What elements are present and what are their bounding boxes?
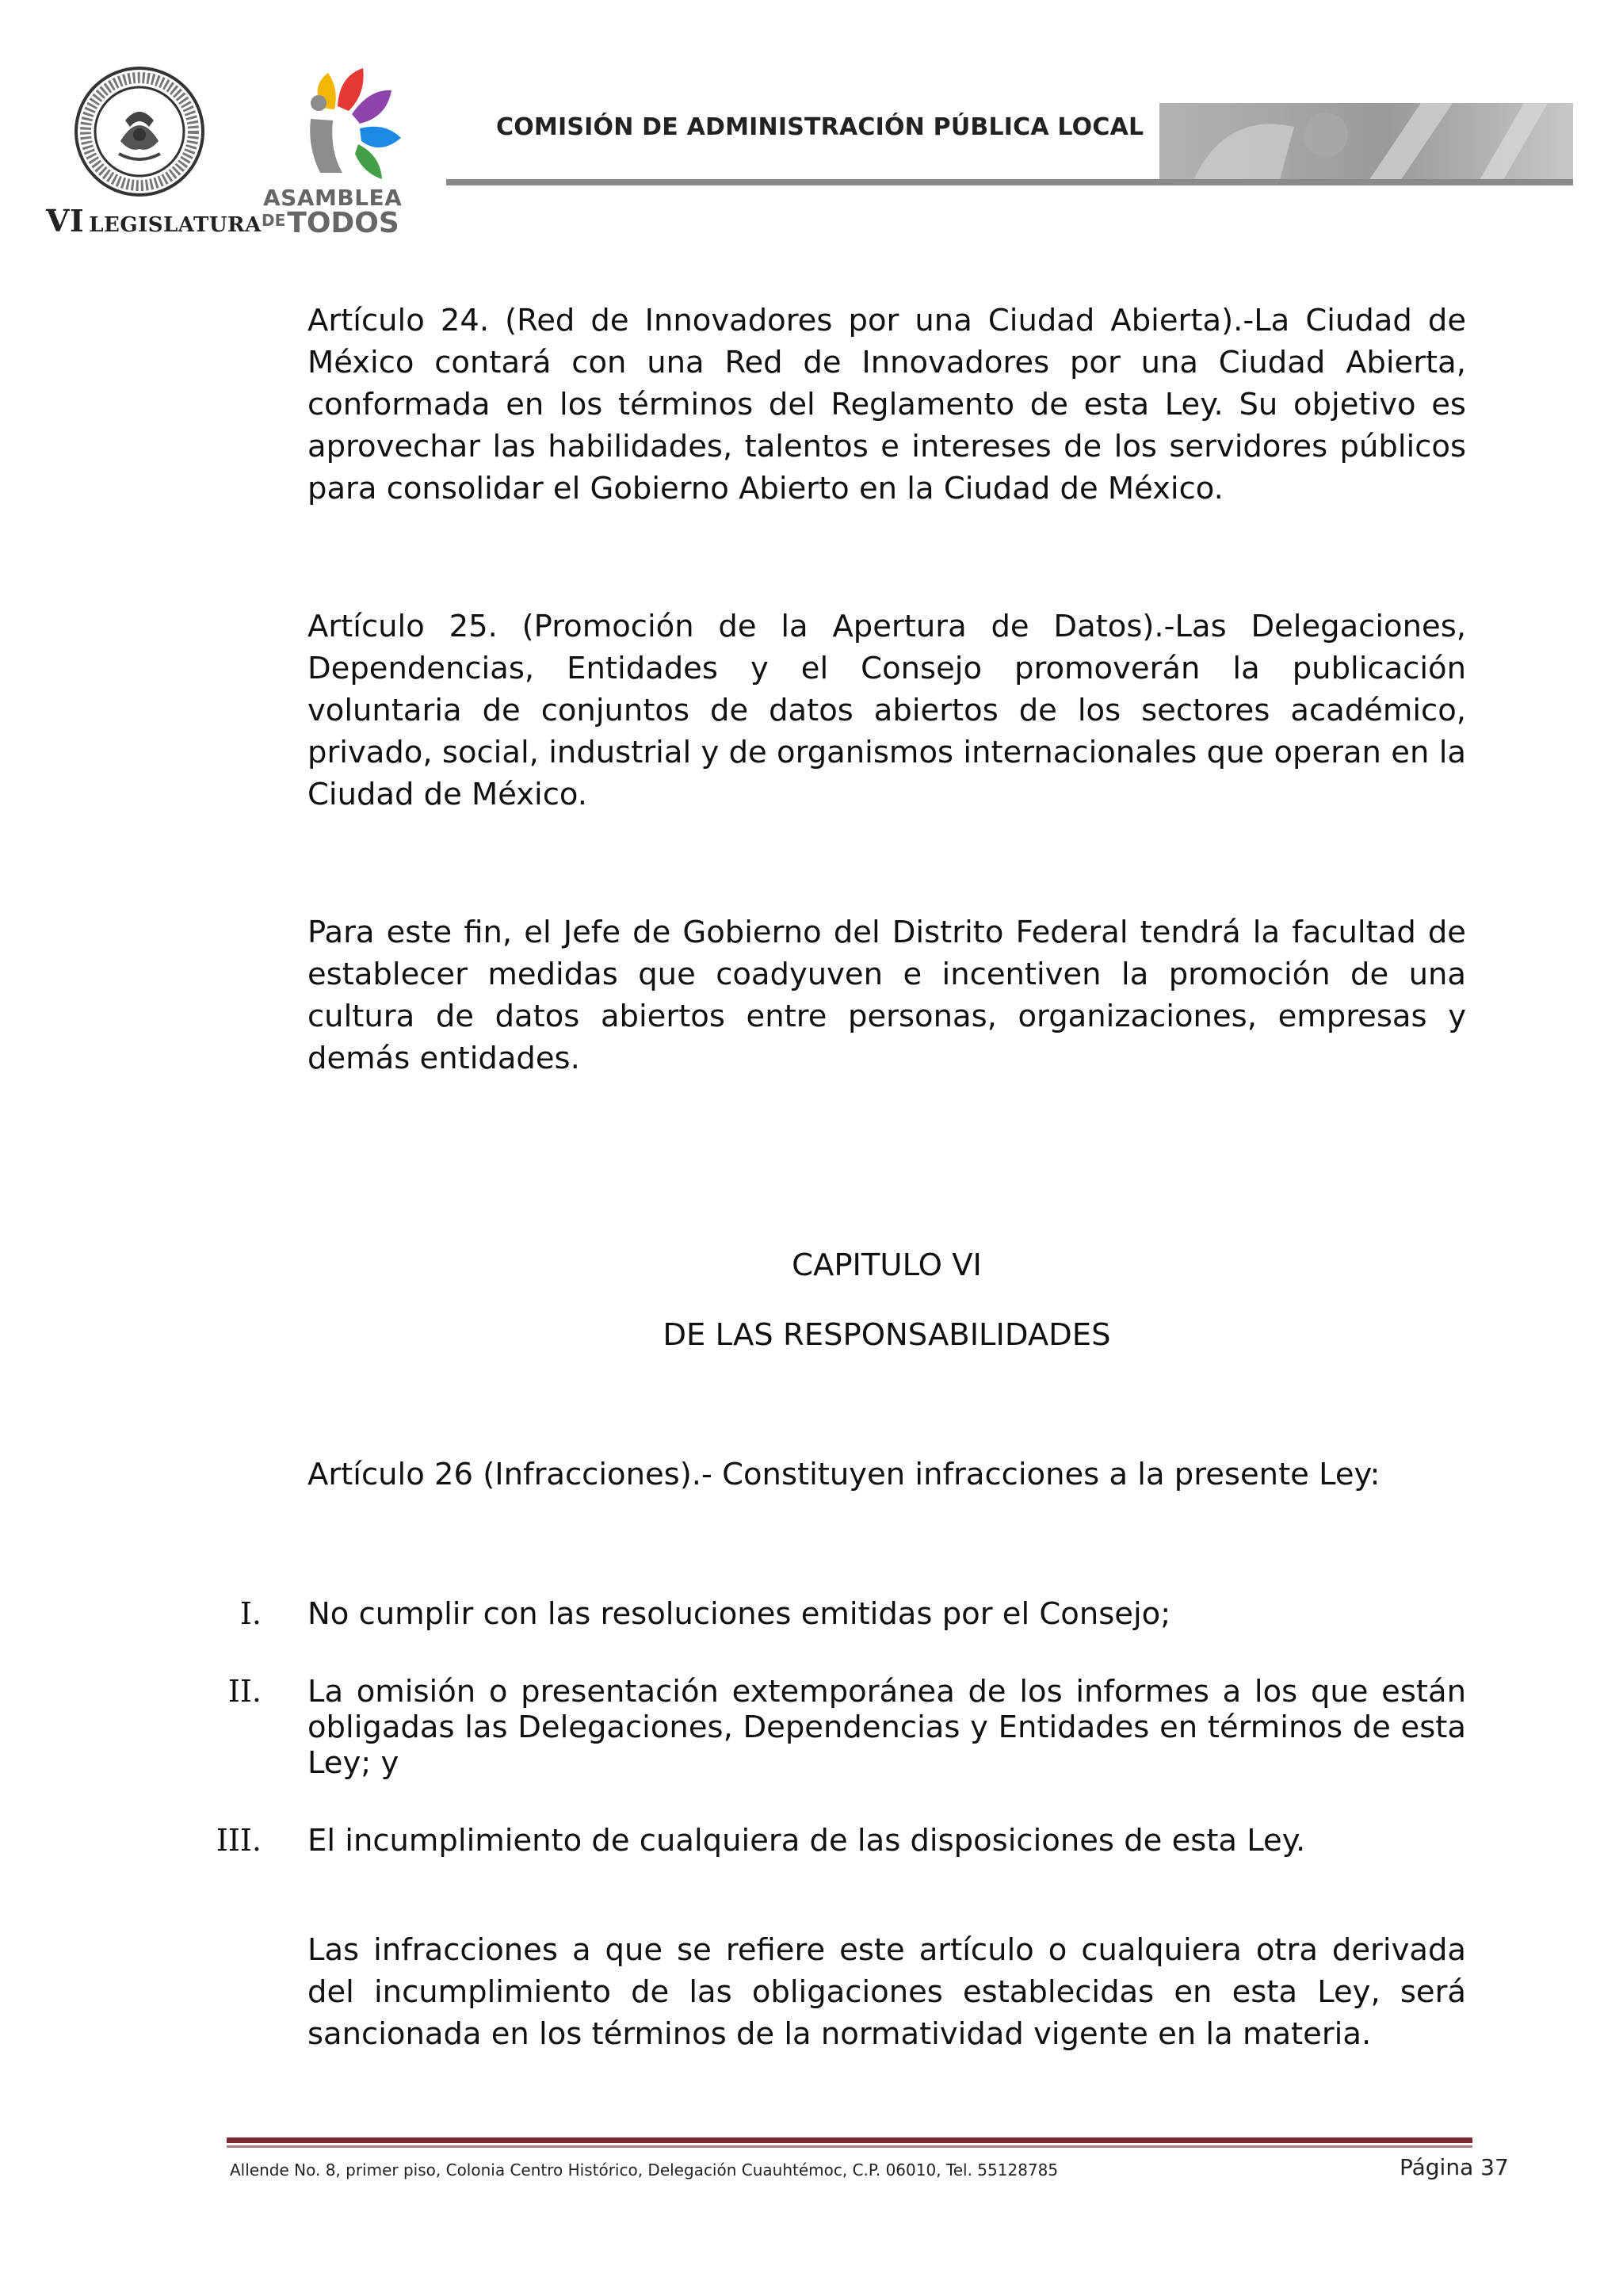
list-item-text: La omisión o presentación extemporánea de los informes a los que están obligadas las Delegaciones, Dependencias y Entidades en términos de esta Ley; y <box>307 1674 1466 1781</box>
article-25-paragraph-2 <box>307 911 1466 1079</box>
legislature-label <box>46 203 262 239</box>
legislative-seal-logo <box>73 65 206 198</box>
header-decorative-band <box>1159 103 1573 185</box>
footer-rule-secondary <box>227 2145 1472 2148</box>
chapter-title: DE LAS RESPONSABILIDADES <box>663 1317 1111 1353</box>
asamblea-de-todos-wordmark <box>262 187 428 238</box>
commission-title: COMISIÓN DE ADMINISTRACIÓN PÚBLICA LOCAL <box>496 113 1144 141</box>
header-rule <box>446 179 1573 185</box>
asamblea-de-todos-logo <box>287 62 406 189</box>
header-band-pattern <box>1159 103 1573 185</box>
closing-paragraph <box>307 1929 1466 2055</box>
list-item-number: I. <box>239 1596 262 1631</box>
chapter-number: CAPITULO VI <box>792 1247 982 1283</box>
article-24-text: Artículo 24. (Red de Innovadores por una Ciudad Abierta).-La Ciudad de México contará con una Red de Innovadores por una Ciudad Abierta, conformada en los términos del Reglamento de esta Ley. Su objetivo es aprovechar las habilidades, talentos e intereses de los servidores públicos para consolidar el Gobierno Abierto en la Ciudad de México. <box>307 303 1466 506</box>
article-24 <box>307 300 1466 510</box>
footer-rule <box>227 2137 1472 2143</box>
list-item-text: No cumplir con las resoluciones emitidas por el Consejo; <box>307 1596 1171 1632</box>
logo-line2-prefix: DE <box>262 211 286 230</box>
article-26-text: Artículo 26 (Infracciones).- Constituyen infracciones a la presente Ley: <box>307 1457 1381 1492</box>
article-25-text: Artículo 25. (Promoción de la Apertura de Datos).-Las Delegaciones, Dependencias, Entidades y el Consejo promoverán la publicación voluntaria de conjuntos de datos abiertos de los sectores académico, privado, social, industrial y de organismos internacionales que operan en la Ciudad de México. <box>307 609 1466 812</box>
footer-address: Allende No. 8, primer piso, Colonia Centro Histórico, Delegación Cuauhtémoc, C.P. 06010, Tel. 55128785 <box>230 2160 1059 2179</box>
legislature-numeral: VI <box>46 203 85 239</box>
logo-line2-main: TODOS <box>287 207 399 239</box>
article-25-paragraph-2-text: Para este fin, el Jefe de Gobierno del Distrito Federal tendrá la facultad de establecer medidas que coadyuven e incentiven la promoción de una cultura de datos abiertos entre personas, organizaciones, empresas y demás entidades. <box>307 915 1466 1076</box>
list-item-text: El incumplimiento de cualquiera de las disposiciones de esta Ley. <box>307 1823 1306 1859</box>
article-25 <box>307 606 1466 816</box>
article-26 <box>307 1454 1466 1496</box>
list-item-number: III. <box>216 1823 262 1858</box>
logo-line1: ASAMBLEA <box>263 185 403 211</box>
page-number: Página 37 <box>1400 2154 1509 2180</box>
legislature-word: LEGISLATURA <box>89 213 262 237</box>
list-item-number: II. <box>227 1674 262 1709</box>
closing-paragraph-text: Las infracciones a que se refiere este artículo o cualquiera otra derivada del incumplimiento de las obligaciones establecidas en esta Ley, será sancionada en los términos de la normatividad vigente en la materia. <box>307 1932 1466 2052</box>
